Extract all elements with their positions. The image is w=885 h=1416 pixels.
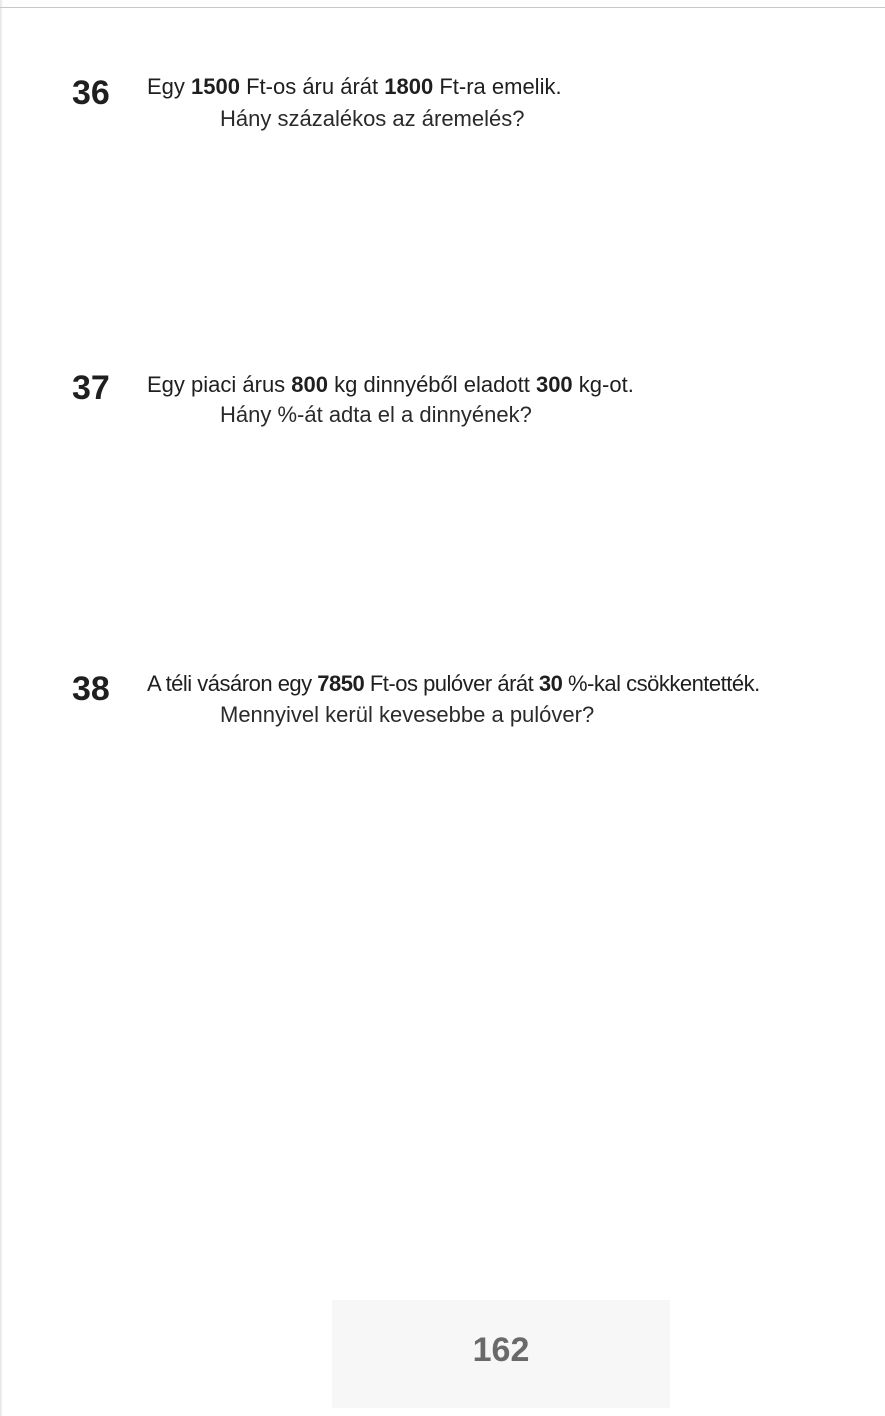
page-footer xyxy=(332,1300,670,1408)
statement-text: kg-ot. xyxy=(572,372,634,397)
problem-question: Hány százalékos az áremelés? xyxy=(220,106,525,131)
problem-statement xyxy=(147,74,562,100)
problem-number: 36 xyxy=(72,74,110,112)
page-number: 162 xyxy=(472,1331,530,1369)
statement-value: 30 xyxy=(538,671,563,696)
statement-text: A téli vásáron egy xyxy=(147,671,318,696)
page-left-edge-shadow xyxy=(0,0,3,1416)
problem-question: Mennyivel kerül kevesebbe a pulóver? xyxy=(220,702,595,727)
statement-text: Egy xyxy=(147,74,192,99)
statement-value: 300 xyxy=(535,372,573,397)
statement-value: 1500 xyxy=(191,74,240,99)
problem-statement xyxy=(147,671,760,697)
problem-question: Hány %-át adta el a dinnyének? xyxy=(220,402,532,427)
statement-text: Ft-ra emelik. xyxy=(433,74,562,99)
top-rule-line xyxy=(0,7,885,8)
statement-text: Ft-os áru árát xyxy=(239,74,385,99)
statement-text: Ft-os pulóver árát xyxy=(364,671,539,696)
statement-value: 800 xyxy=(291,372,329,397)
statement-text: Egy piaci árus xyxy=(147,372,292,397)
statement-text: kg dinnyéből eladott xyxy=(328,372,536,397)
statement-text: %-kal csökkentették. xyxy=(562,671,760,696)
problem-number: 38 xyxy=(72,670,110,708)
problem-statement xyxy=(147,372,634,398)
statement-value: 1800 xyxy=(384,74,434,99)
statement-value: 7850 xyxy=(317,671,365,696)
problem-number: 37 xyxy=(72,369,110,407)
